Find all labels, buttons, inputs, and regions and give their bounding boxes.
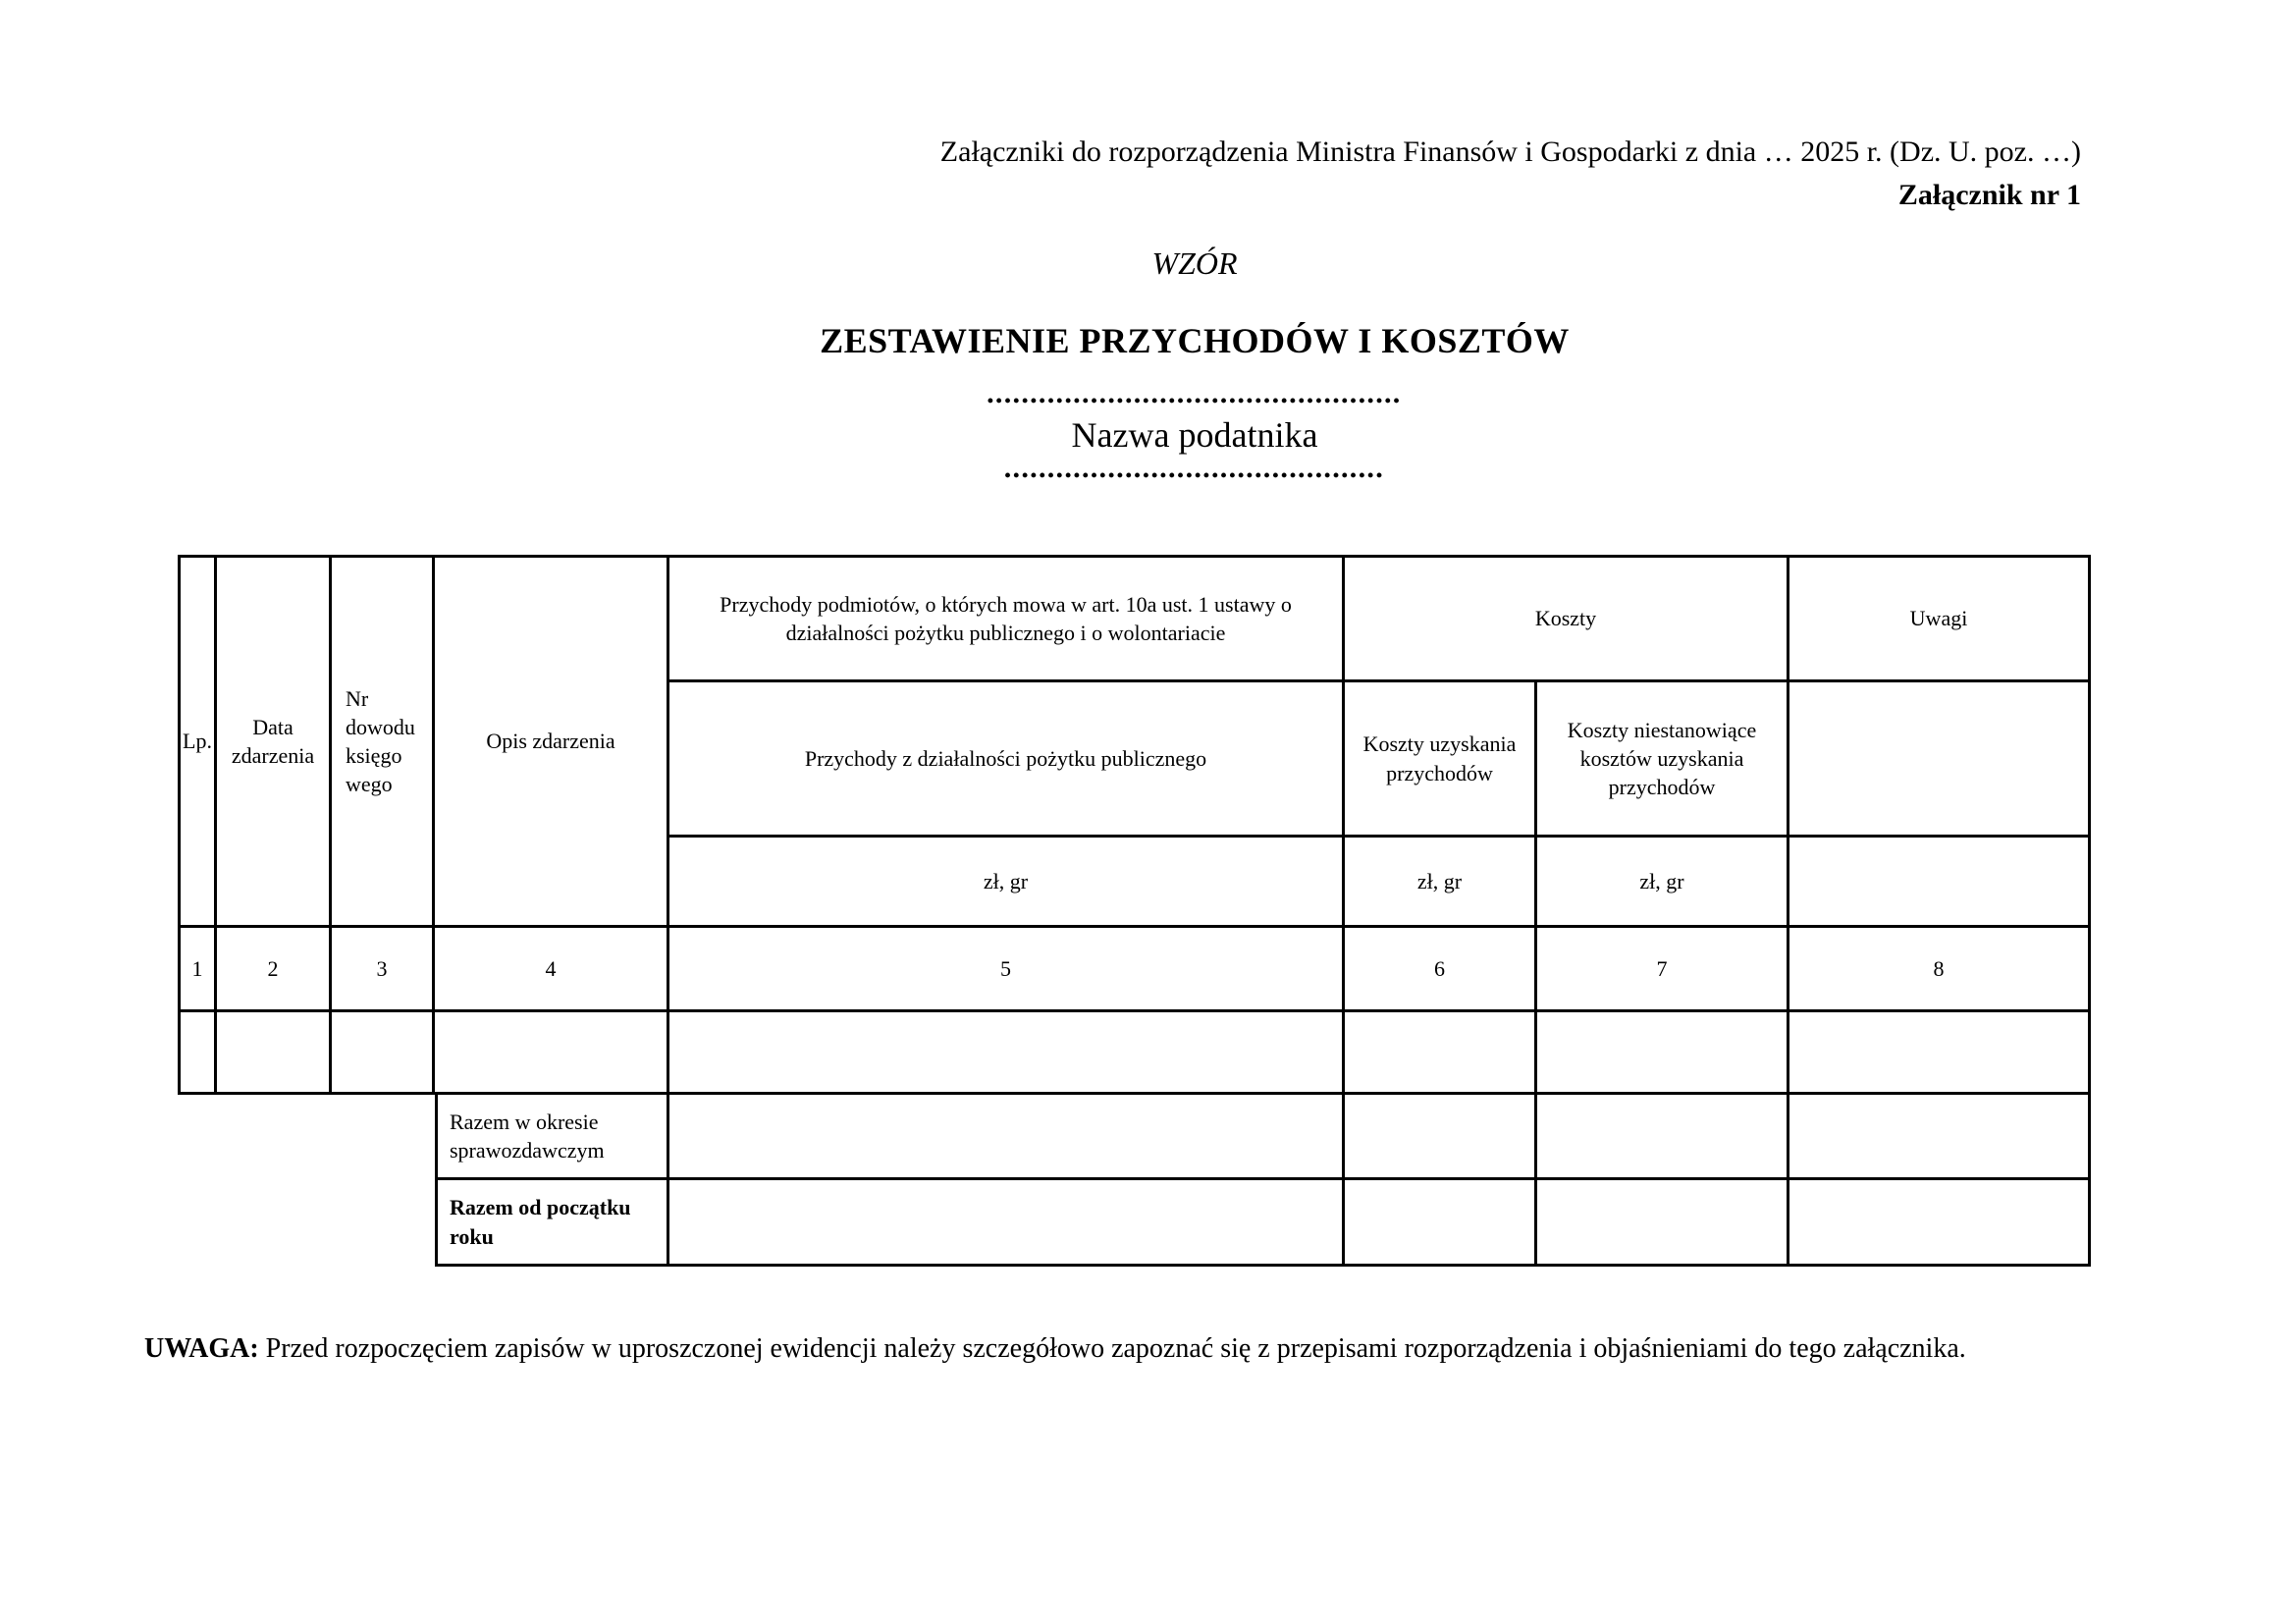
- col-number-1: 1: [178, 928, 217, 1012]
- taxpayer-name-dotted-line: ••••••••••••••••••••••••••••••••••••••••••••••••: [987, 391, 1403, 410]
- entry-cell-opis: [435, 1012, 669, 1095]
- summary-cell-uwagi-okres: [1789, 1095, 2091, 1180]
- entry-cell-przychody: [669, 1012, 1345, 1095]
- entry-cell-lp: [178, 1012, 217, 1095]
- summary-cell-przychody-okres: [669, 1095, 1345, 1180]
- attachment-number: Załącznik nr 1: [1897, 179, 2081, 211]
- template-label: WZÓR: [1151, 245, 1238, 281]
- col-header-uwagi: Uwagi: [1789, 555, 2091, 682]
- col-header-przychody-dzialalnosci: Przychody z działalności pożytku publicznego: [669, 682, 1345, 838]
- col-header-data-zdarzenia: Data zdarzenia: [217, 555, 332, 928]
- attachment-note: Załączniki do rozporządzenia Ministra Finansów i Gospodarki z dnia … 2025 r. (Dz. U. poz. …): [939, 135, 2081, 168]
- footer-note-text: Przed rozpoczęciem zapisów w uproszczonej ewidencji należy szczegółowo zapoznać się z przepisami rozporządzenia i objaśnieniami do tego załącznika.: [258, 1333, 1966, 1364]
- summary-label-razem-rok: Razem od początku roku: [435, 1180, 669, 1267]
- entry-cell-data: [217, 1012, 332, 1095]
- entry-cell-nr-dowodu: [332, 1012, 435, 1095]
- col-number-3: 3: [332, 928, 435, 1012]
- col-header-lp: Lp.: [178, 555, 217, 928]
- empty-cell: [1789, 838, 2091, 928]
- entry-cell-koszty-niestanowiace: [1537, 1012, 1789, 1095]
- col-number-2: 2: [217, 928, 332, 1012]
- col-header-koszty-uzyskania: Koszty uzyskania przychodów: [1345, 682, 1537, 838]
- col-header-nr-dowodu: Nr dowodu księgowego: [332, 555, 435, 928]
- footer-note: [144, 1333, 2108, 1365]
- col-number-4: 4: [435, 928, 669, 1012]
- col-number-8: 8: [1789, 928, 2091, 1012]
- summary-cell-koszty-uzyskania-rok: [1345, 1180, 1537, 1267]
- unit-label-przychody: zł, gr: [669, 838, 1345, 928]
- unit-label-koszty-niestanowiace: zł, gr: [1537, 838, 1789, 928]
- entry-cell-uwagi: [1789, 1012, 2091, 1095]
- summary-cell-koszty-uzyskania-okres: [1345, 1095, 1537, 1180]
- col-header-przychody-group: Przychody podmiotów, o których mowa w art. 10a ust. 1 ustawy o działalności pożytku publicznego i o wolontariacie: [669, 555, 1345, 682]
- col-number-6: 6: [1345, 928, 1537, 1012]
- summary-cell-koszty-niestanowiace-rok: [1537, 1180, 1789, 1267]
- col-number-5: 5: [669, 928, 1345, 1012]
- unit-label-koszty-uzyskania: zł, gr: [1345, 838, 1537, 928]
- summary-cell-koszty-niestanowiace-okres: [1537, 1095, 1789, 1180]
- summary-cell-przychody-rok: [669, 1180, 1345, 1267]
- revenue-cost-table: [178, 555, 2091, 1267]
- summary-cell-uwagi-rok: [1789, 1180, 2091, 1267]
- taxpayer-address-dotted-line: ••••••••••••••••••••••••••••••••••••••••••••: [1004, 465, 1385, 485]
- col-header-opis-zdarzenia: Opis zdarzenia: [435, 555, 669, 928]
- summary-label-razem-okres: Razem w okresie sprawozdawczym: [435, 1095, 669, 1180]
- footer-note-label: UWAGA:: [144, 1333, 259, 1364]
- col-header-koszty-group: Koszty: [1345, 555, 1789, 682]
- empty-cell: [1789, 682, 2091, 838]
- taxpayer-name-label: Nazwa podatnika: [1071, 415, 1318, 455]
- col-header-koszty-niestanowiace: Koszty niestanowiące kosztów uzyskania przychodów: [1537, 682, 1789, 838]
- col-number-7: 7: [1537, 928, 1789, 1012]
- page-title: ZESTAWIENIE PRZYCHODÓW I KOSZTÓW: [820, 321, 1570, 360]
- entry-cell-koszty-uzyskania: [1345, 1012, 1537, 1095]
